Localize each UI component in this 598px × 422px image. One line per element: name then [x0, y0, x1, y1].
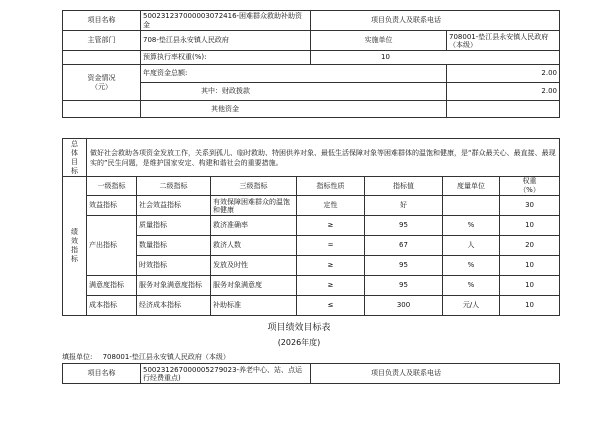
- row-weight: 10: [500, 256, 560, 276]
- header-level1: 一级指标: [87, 177, 137, 196]
- row-value: 95: [365, 276, 443, 296]
- row-nature: 定性: [297, 196, 365, 216]
- other-value: [447, 101, 560, 118]
- row-value: 95: [365, 256, 443, 276]
- dept-value: 708-垫江县永安镇人民政府: [141, 31, 311, 51]
- fund-label-line1: 资金情况: [87, 73, 116, 82]
- dept-label: 主管部门: [63, 31, 141, 51]
- perf-label-char: 效: [71, 237, 78, 245]
- blank-cell: [63, 101, 141, 118]
- perf-label-char: 标: [71, 255, 78, 263]
- goal-label-char: 体: [71, 148, 78, 157]
- annual-total-label: 年度资金总额:: [141, 65, 447, 83]
- performance-table: [62, 138, 560, 316]
- row-l1: 成本指标: [87, 296, 137, 316]
- fund-label: [63, 65, 141, 101]
- row-l3: 发放及时性: [211, 256, 297, 276]
- second-project-table: [62, 363, 560, 384]
- row-l3: 服务对象满意度: [211, 276, 297, 296]
- header-unit: 度量单位: [443, 177, 500, 196]
- row-l1: 满意度指标: [87, 276, 137, 296]
- row-l2: 经济成本指标: [137, 296, 211, 316]
- goal-label-char: 标: [71, 166, 78, 175]
- project-name-value: 500231267000005279023-养老中心、站、点运行经费重点): [141, 364, 311, 384]
- fill-unit-label: 填报单位:: [62, 353, 93, 361]
- row-nature: ≤: [297, 296, 365, 316]
- row-l1: 产出指标: [87, 216, 137, 276]
- fill-unit-line: [62, 352, 230, 362]
- row-l2: 数量指标: [137, 236, 211, 256]
- row-l2: 服务对象满意度指标: [137, 276, 211, 296]
- row-unit: 元/人: [443, 296, 500, 316]
- fiscal-label: 其中：财政拨款: [141, 83, 447, 101]
- row-nature: ≥: [297, 216, 365, 236]
- row-value: 67: [365, 236, 443, 256]
- fiscal-value: 2.00: [447, 83, 560, 101]
- blank-cell: [63, 51, 141, 65]
- project-name-label: 项目名称: [63, 364, 141, 384]
- perf-goal-table-year: (2026年度): [277, 338, 321, 347]
- annual-total-value: 2.00: [447, 65, 560, 83]
- contact-label: 项目负责人及联系电话: [311, 364, 560, 384]
- perf-goal-table-title: 项目绩效目标表: [267, 323, 331, 333]
- row-unit: 人: [443, 236, 500, 256]
- row-value: 95: [365, 216, 443, 236]
- header-level2: 二级指标: [137, 177, 211, 196]
- row-l3: 有效保障困难群众的温饱和健康: [211, 196, 297, 216]
- row-weight: 10: [500, 276, 560, 296]
- row-l2: 社会效益指标: [137, 196, 211, 216]
- row-value: 好: [365, 196, 443, 216]
- project-name-label: 项目名称: [63, 11, 141, 31]
- row-unit: %: [443, 276, 500, 296]
- row-weight: 10: [500, 216, 560, 236]
- header-value: 指标值: [365, 177, 443, 196]
- impl-label: 实施单位: [311, 31, 447, 51]
- row-nature: ≥: [297, 256, 365, 276]
- header-level3: 三级指标: [211, 177, 297, 196]
- goal-label: [63, 139, 87, 177]
- row-l2: 质量指标: [137, 216, 211, 236]
- budget-rate-label: 预算执行率权重(%):: [141, 51, 311, 65]
- row-value: 300: [365, 296, 443, 316]
- row-l3: 救济人数: [211, 236, 297, 256]
- row-l3: 补助标准: [211, 296, 297, 316]
- row-l3: 救济准确率: [211, 216, 297, 236]
- perf-label-char: 指: [71, 246, 78, 254]
- budget-rate-value: 10: [311, 51, 560, 65]
- contact-label: 项目负责人及联系电话: [311, 11, 560, 31]
- project-info-table: [62, 10, 560, 118]
- row-l1: 效益指标: [87, 196, 137, 216]
- header-weight-line2: （%）: [519, 186, 540, 194]
- impl-value: 708001-垫江县永安镇人民政府（本级）: [447, 31, 560, 51]
- row-l2: 时效指标: [137, 256, 211, 276]
- goal-text: 做好社会救助各项资金发放工作，关系到孤儿、临时救助、特困供养对象、最低生活保障对象等困难群体的温饱和健康，是“群众最关心、最直接、最现实的”民生问题，是维护国家安定、构建和谐社会的重要措施。: [87, 139, 560, 177]
- other-label: 其他资金: [141, 101, 447, 118]
- perf-label: [63, 177, 87, 316]
- row-unit: [443, 196, 500, 216]
- header-weight-line1: 权重: [522, 177, 537, 185]
- perf-label-char: 绩: [71, 228, 78, 236]
- goal-label-char: 目: [71, 157, 78, 166]
- row-unit: %: [443, 216, 500, 236]
- goal-label-char: 总: [71, 139, 78, 148]
- header-weight: [500, 177, 560, 196]
- row-nature: =: [297, 236, 365, 256]
- header-nature: 指标性质: [297, 177, 365, 196]
- row-nature: ≥: [297, 276, 365, 296]
- project-name-value: 500231237000003072416-困难群众救助补助资金: [141, 11, 311, 31]
- row-weight: 30: [500, 196, 560, 216]
- row-unit: %: [443, 256, 500, 276]
- fill-unit-value: 708001-垫江县永安镇人民政府（本级）: [102, 353, 230, 361]
- row-weight: 10: [500, 296, 560, 316]
- row-weight: 20: [500, 236, 560, 256]
- fund-label-line2: （元）: [91, 82, 112, 91]
